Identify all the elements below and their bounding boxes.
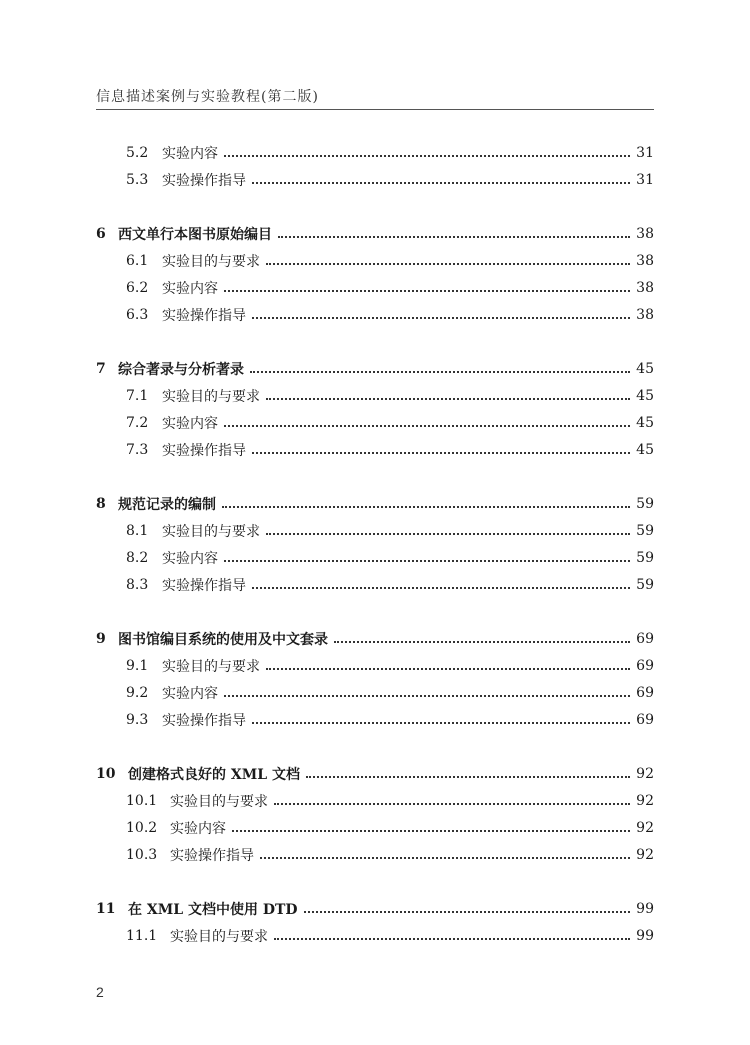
toc-entry-number: 10.2 (126, 820, 158, 836)
toc-section-entry[interactable] (96, 843, 654, 867)
toc-entry-page: 59 (636, 550, 654, 566)
toc-entry-page: 69 (636, 712, 654, 728)
toc-entry-title: 实验内容 (162, 416, 218, 432)
toc-section-entry[interactable] (96, 249, 654, 273)
toc-entry-number: 11 (96, 901, 116, 917)
toc-entry-title: 实验操作指导 (170, 848, 254, 864)
toc-section-entry[interactable] (96, 573, 654, 597)
toc-entry-title: 实验目的与要求 (162, 524, 260, 540)
toc-entry-title: 实验内容 (162, 281, 218, 297)
toc-entry-title: 实验内容 (162, 551, 218, 567)
toc-entry-page: 38 (636, 280, 654, 296)
toc-chapter-entry[interactable] (96, 222, 654, 246)
toc-entry-number: 8.3 (126, 577, 149, 593)
toc-entry-title: 实验目的与要求 (162, 659, 260, 675)
toc-entry-page: 38 (636, 226, 654, 242)
dot-leader (224, 560, 630, 562)
running-header: 信息描述案例与实验教程(第二版) (96, 89, 319, 105)
dot-leader (266, 668, 630, 670)
toc-entry-number: 10.1 (126, 793, 158, 809)
toc-entry-number: 11.1 (126, 928, 158, 944)
dot-leader (266, 398, 630, 400)
dot-leader (224, 290, 630, 292)
dot-leader (250, 371, 630, 373)
toc-entry-title: 规范记录的编制 (118, 497, 216, 513)
toc-entry-number: 6 (96, 226, 106, 242)
toc-entry-title: 实验操作指导 (162, 713, 246, 729)
toc-entry-number: 9.2 (126, 685, 149, 701)
dot-leader (232, 830, 630, 832)
toc-chapter-entry[interactable] (96, 492, 654, 516)
toc-entry-number: 8.2 (126, 550, 149, 566)
toc-chapter-entry[interactable] (96, 762, 654, 786)
toc-section-entry[interactable] (96, 411, 654, 435)
toc-entry-title: 实验目的与要求 (170, 929, 268, 945)
dot-leader (252, 452, 630, 454)
toc-entry-title: 实验目的与要求 (162, 254, 260, 270)
toc-section-entry[interactable] (96, 519, 654, 543)
dot-leader (252, 182, 630, 184)
dot-leader (252, 317, 630, 319)
dot-leader (224, 425, 630, 427)
toc-entry-title: 实验内容 (162, 686, 218, 702)
toc-section-entry[interactable] (96, 924, 654, 948)
toc-entry-number: 6.1 (126, 253, 149, 269)
toc-entry-number: 10 (96, 766, 116, 782)
toc-entry-title: 实验操作指导 (162, 443, 246, 459)
toc-entry-number: 7 (96, 361, 106, 377)
toc-entry-page: 59 (636, 577, 654, 593)
dot-leader (274, 803, 630, 805)
toc-entry-title: 实验内容 (170, 821, 226, 837)
dot-leader (252, 587, 630, 589)
toc-section-entry[interactable] (96, 276, 654, 300)
toc-entry-title: 创建格式良好的 XML 文档 (128, 767, 300, 783)
dot-leader (306, 776, 630, 778)
toc-section-entry[interactable] (96, 546, 654, 570)
toc-entry-number: 9.1 (126, 658, 149, 674)
toc-entry-page: 45 (636, 388, 654, 404)
toc-section-entry[interactable] (96, 789, 654, 813)
dot-leader (260, 857, 630, 859)
toc-entry-title: 实验操作指导 (162, 308, 246, 324)
toc-section-entry[interactable] (96, 816, 654, 840)
toc-entry-number: 5.2 (126, 145, 149, 161)
toc-entry-page: 38 (636, 307, 654, 323)
toc-entry-number: 9 (96, 631, 106, 647)
toc-section-entry[interactable] (96, 384, 654, 408)
dot-leader (224, 155, 630, 157)
toc-entry-page: 92 (636, 820, 654, 836)
toc-entry-title: 西文单行本图书原始编目 (118, 227, 272, 243)
page-number: 2 (96, 984, 104, 1000)
toc-entry-page: 69 (636, 685, 654, 701)
toc-entry-page: 59 (636, 523, 654, 539)
toc-section-entry[interactable] (96, 168, 654, 192)
toc-entry-page: 69 (636, 658, 654, 674)
toc-entry-title: 实验操作指导 (162, 173, 246, 189)
toc-entry-number: 10.3 (126, 847, 158, 863)
dot-leader (222, 506, 630, 508)
toc-section-entry[interactable] (96, 654, 654, 678)
dot-leader (266, 263, 630, 265)
toc-entry-page: 38 (636, 253, 654, 269)
toc-entry-title: 综合著录与分析著录 (118, 362, 244, 378)
toc-entry-number: 7.3 (126, 442, 149, 458)
toc-entry-page: 45 (636, 442, 654, 458)
dot-leader (334, 641, 630, 643)
toc-entry-number: 8 (96, 496, 106, 512)
toc-entry-title: 图书馆编目系统的使用及中文套录 (118, 632, 328, 648)
toc-section-entry[interactable] (96, 681, 654, 705)
toc-entry-number: 6.2 (126, 280, 149, 296)
header-rule (96, 109, 654, 110)
toc-section-entry[interactable] (96, 141, 654, 165)
dot-leader (224, 695, 630, 697)
toc-entry-title: 实验操作指导 (162, 578, 246, 594)
dot-leader (274, 938, 630, 940)
toc-chapter-entry[interactable] (96, 357, 654, 381)
toc-section-entry[interactable] (96, 303, 654, 327)
toc-entry-title: 实验目的与要求 (162, 389, 260, 405)
toc-entry-number: 7.1 (126, 388, 149, 404)
dot-leader (266, 533, 630, 535)
toc-entry-page: 92 (636, 766, 654, 782)
toc-entry-title: 实验内容 (162, 146, 218, 162)
toc-entry-number: 9.3 (126, 712, 149, 728)
toc-entry-number: 6.3 (126, 307, 149, 323)
toc-entry-page: 99 (636, 928, 654, 944)
toc-entry-page: 31 (636, 145, 654, 161)
toc-entry-page: 31 (636, 172, 654, 188)
toc-entry-page: 45 (636, 415, 654, 431)
toc-entry-number: 7.2 (126, 415, 149, 431)
toc-chapter-entry[interactable] (96, 897, 654, 921)
toc-entry-page: 92 (636, 847, 654, 863)
toc-entry-page: 99 (636, 901, 654, 917)
dot-leader (252, 722, 630, 724)
toc-section-entry[interactable] (96, 708, 654, 732)
toc-entry-title: 在 XML 文档中使用 DTD (128, 902, 298, 918)
toc-entry-number: 5.3 (126, 172, 149, 188)
toc-entry-page: 59 (636, 496, 654, 512)
toc-section-entry[interactable] (96, 438, 654, 462)
toc-chapter-entry[interactable] (96, 627, 654, 651)
toc-entry-page: 69 (636, 631, 654, 647)
toc-entry-page: 92 (636, 793, 654, 809)
toc-entry-number: 8.1 (126, 523, 149, 539)
dot-leader (278, 236, 630, 238)
toc-entry-page: 45 (636, 361, 654, 377)
toc-entry-title: 实验目的与要求 (170, 794, 268, 810)
dot-leader (304, 911, 631, 913)
